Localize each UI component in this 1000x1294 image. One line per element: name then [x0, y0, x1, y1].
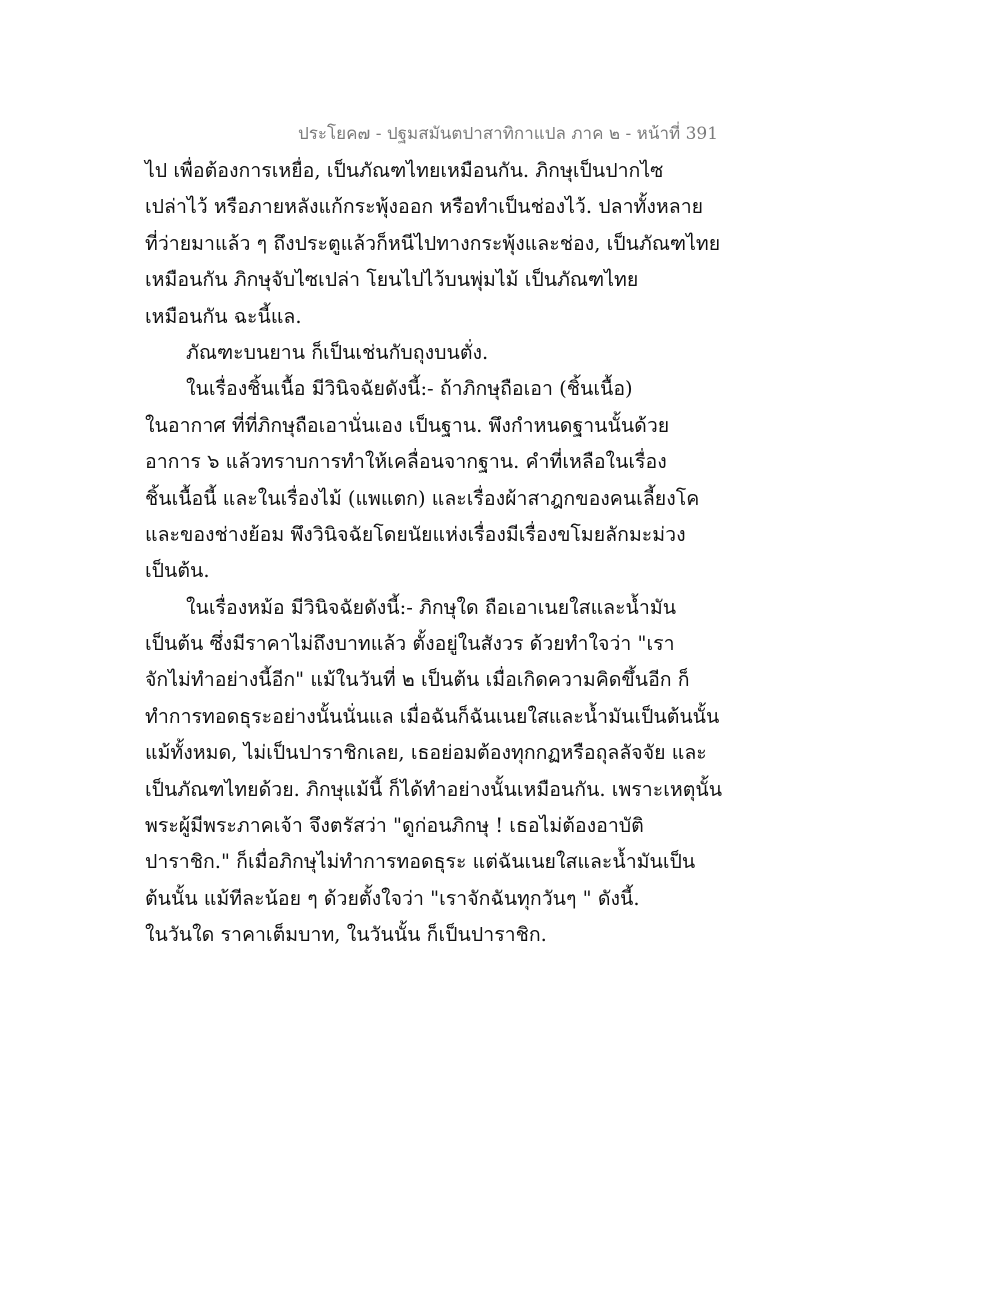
running-header: ประโยค๗ - ปฐมสมันตปาสาทิกาแปล ภาค ๒ - หน้าที่ 391: [298, 124, 719, 144]
text-line: และของช่างย้อม พึงวินิจฉัยโดยนัยแห่งเรื่องมีเรื่องขโมยลักมะม่วง: [145, 522, 686, 546]
text-line: ในอากาศ ที่ที่ภิกษุถือเอานั่นเอง เป็นฐาน. พึงกำหนดฐานนั้นด้วย: [145, 413, 670, 437]
text-line: ในวันใด ราคาเต็มบาท, ในวันนั้น ก็เป็นปาราชิก.: [145, 923, 547, 947]
text-line: ที่ว่ายมาแล้ว ๆ ถึงประตูแล้วก็หนีไปทางกระพุ้งและช่อง, เป็นภัณฑไทย: [145, 231, 721, 255]
text-line: ไป เพื่อต้องการเหยื่อ, เป็นภัณฑไทยเหมือนกัน. ภิกษุเป็นปากไซ: [145, 159, 664, 182]
text-line: เปล่าไว้ หรือภายหลังแก้กระพุ้งออก หรือทำเป็นช่องไว้. ปลาทั้งหลาย: [145, 195, 704, 219]
text-line: ชิ้นเนื้อนี้ และในเรื่องไม้ (แพแตก) และเรื่องผ้าสาฎกของคนเลี้ยงโค: [145, 486, 700, 510]
paragraph-start-line: ในเรื่องหม้อ มีวินิจฉัยดังนี้:- ภิกษุใด ถือเอาเนยใสและน้ำมัน: [186, 595, 677, 619]
paragraph-start-line: ในเรื่องชิ้นเนื้อ มีวินิจฉัยดังนี้:- ถ้าภิกษุถือเอา (ชิ้นเนื้อ): [186, 377, 633, 401]
paragraph-start-line: ภัณฑะบนยาน ก็เป็นเช่นกับถุงบนตั่ง.: [186, 340, 489, 364]
text-line: ทำการทอดธุระอย่างนั้นนั่นแล เมื่อฉันก็ฉันเนยใสและน้ำมันเป็นต้นนั้น: [145, 704, 720, 728]
text-line: พระผู้มีพระภาคเจ้า จึงตรัสว่า "ดูก่อนภิกษุ ! เธอไม่ต้องอาบัติ: [145, 814, 644, 838]
text-line: เหมือนกัน ฉะนี้แล.: [145, 304, 302, 328]
text-line: เหมือนกัน ภิกษุจับไซเปล่า โยนไปไว้บนพุ่มไม้ เป็นภัณฑไทย: [145, 268, 639, 292]
text-line: เป็นต้น ซึ่งมีราคาไม่ถึงบาทแล้ว ตั้งอยู่ในสังวร ด้วยทำใจว่า "เรา: [145, 632, 675, 656]
text-line: ต้นนั้น แม้ทีละน้อย ๆ ด้วยตั้งใจว่า "เราจักฉันทุกวันๆ " ดังนี้.: [145, 886, 640, 910]
text-line: อาการ ๖ แล้วทราบการทำให้เคลื่อนจากฐาน. คำที่เหลือในเรื่อง: [145, 450, 667, 474]
text-line: จักไม่ทำอย่างนี้อีก" แม้ในวันที่ ๒ เป็นต้น เมื่อเกิดความคิดขึ้นอีก ก็: [145, 668, 690, 692]
text-line: ปาราชิก." ก็เมื่อภิกษุไม่ทำการทอดธุระ แต่ฉันเนยใสและน้ำมันเป็น: [145, 850, 696, 874]
text-line: แม้ทั้งหมด, ไม่เป็นปาราชิกเลย, เธอย่อมต้องทุกกฏหรือถุลลัจจัย และ: [145, 741, 707, 765]
text-line: เป็นต้น.: [145, 559, 210, 583]
body-text: [145, 153, 725, 954]
text-line: เป็นภัณฑไทยด้วย. ภิกษุแม้นี้ ก็ได้ทำอย่างนั้นเหมือนกัน. เพราะเหตุนั้น: [145, 777, 723, 801]
